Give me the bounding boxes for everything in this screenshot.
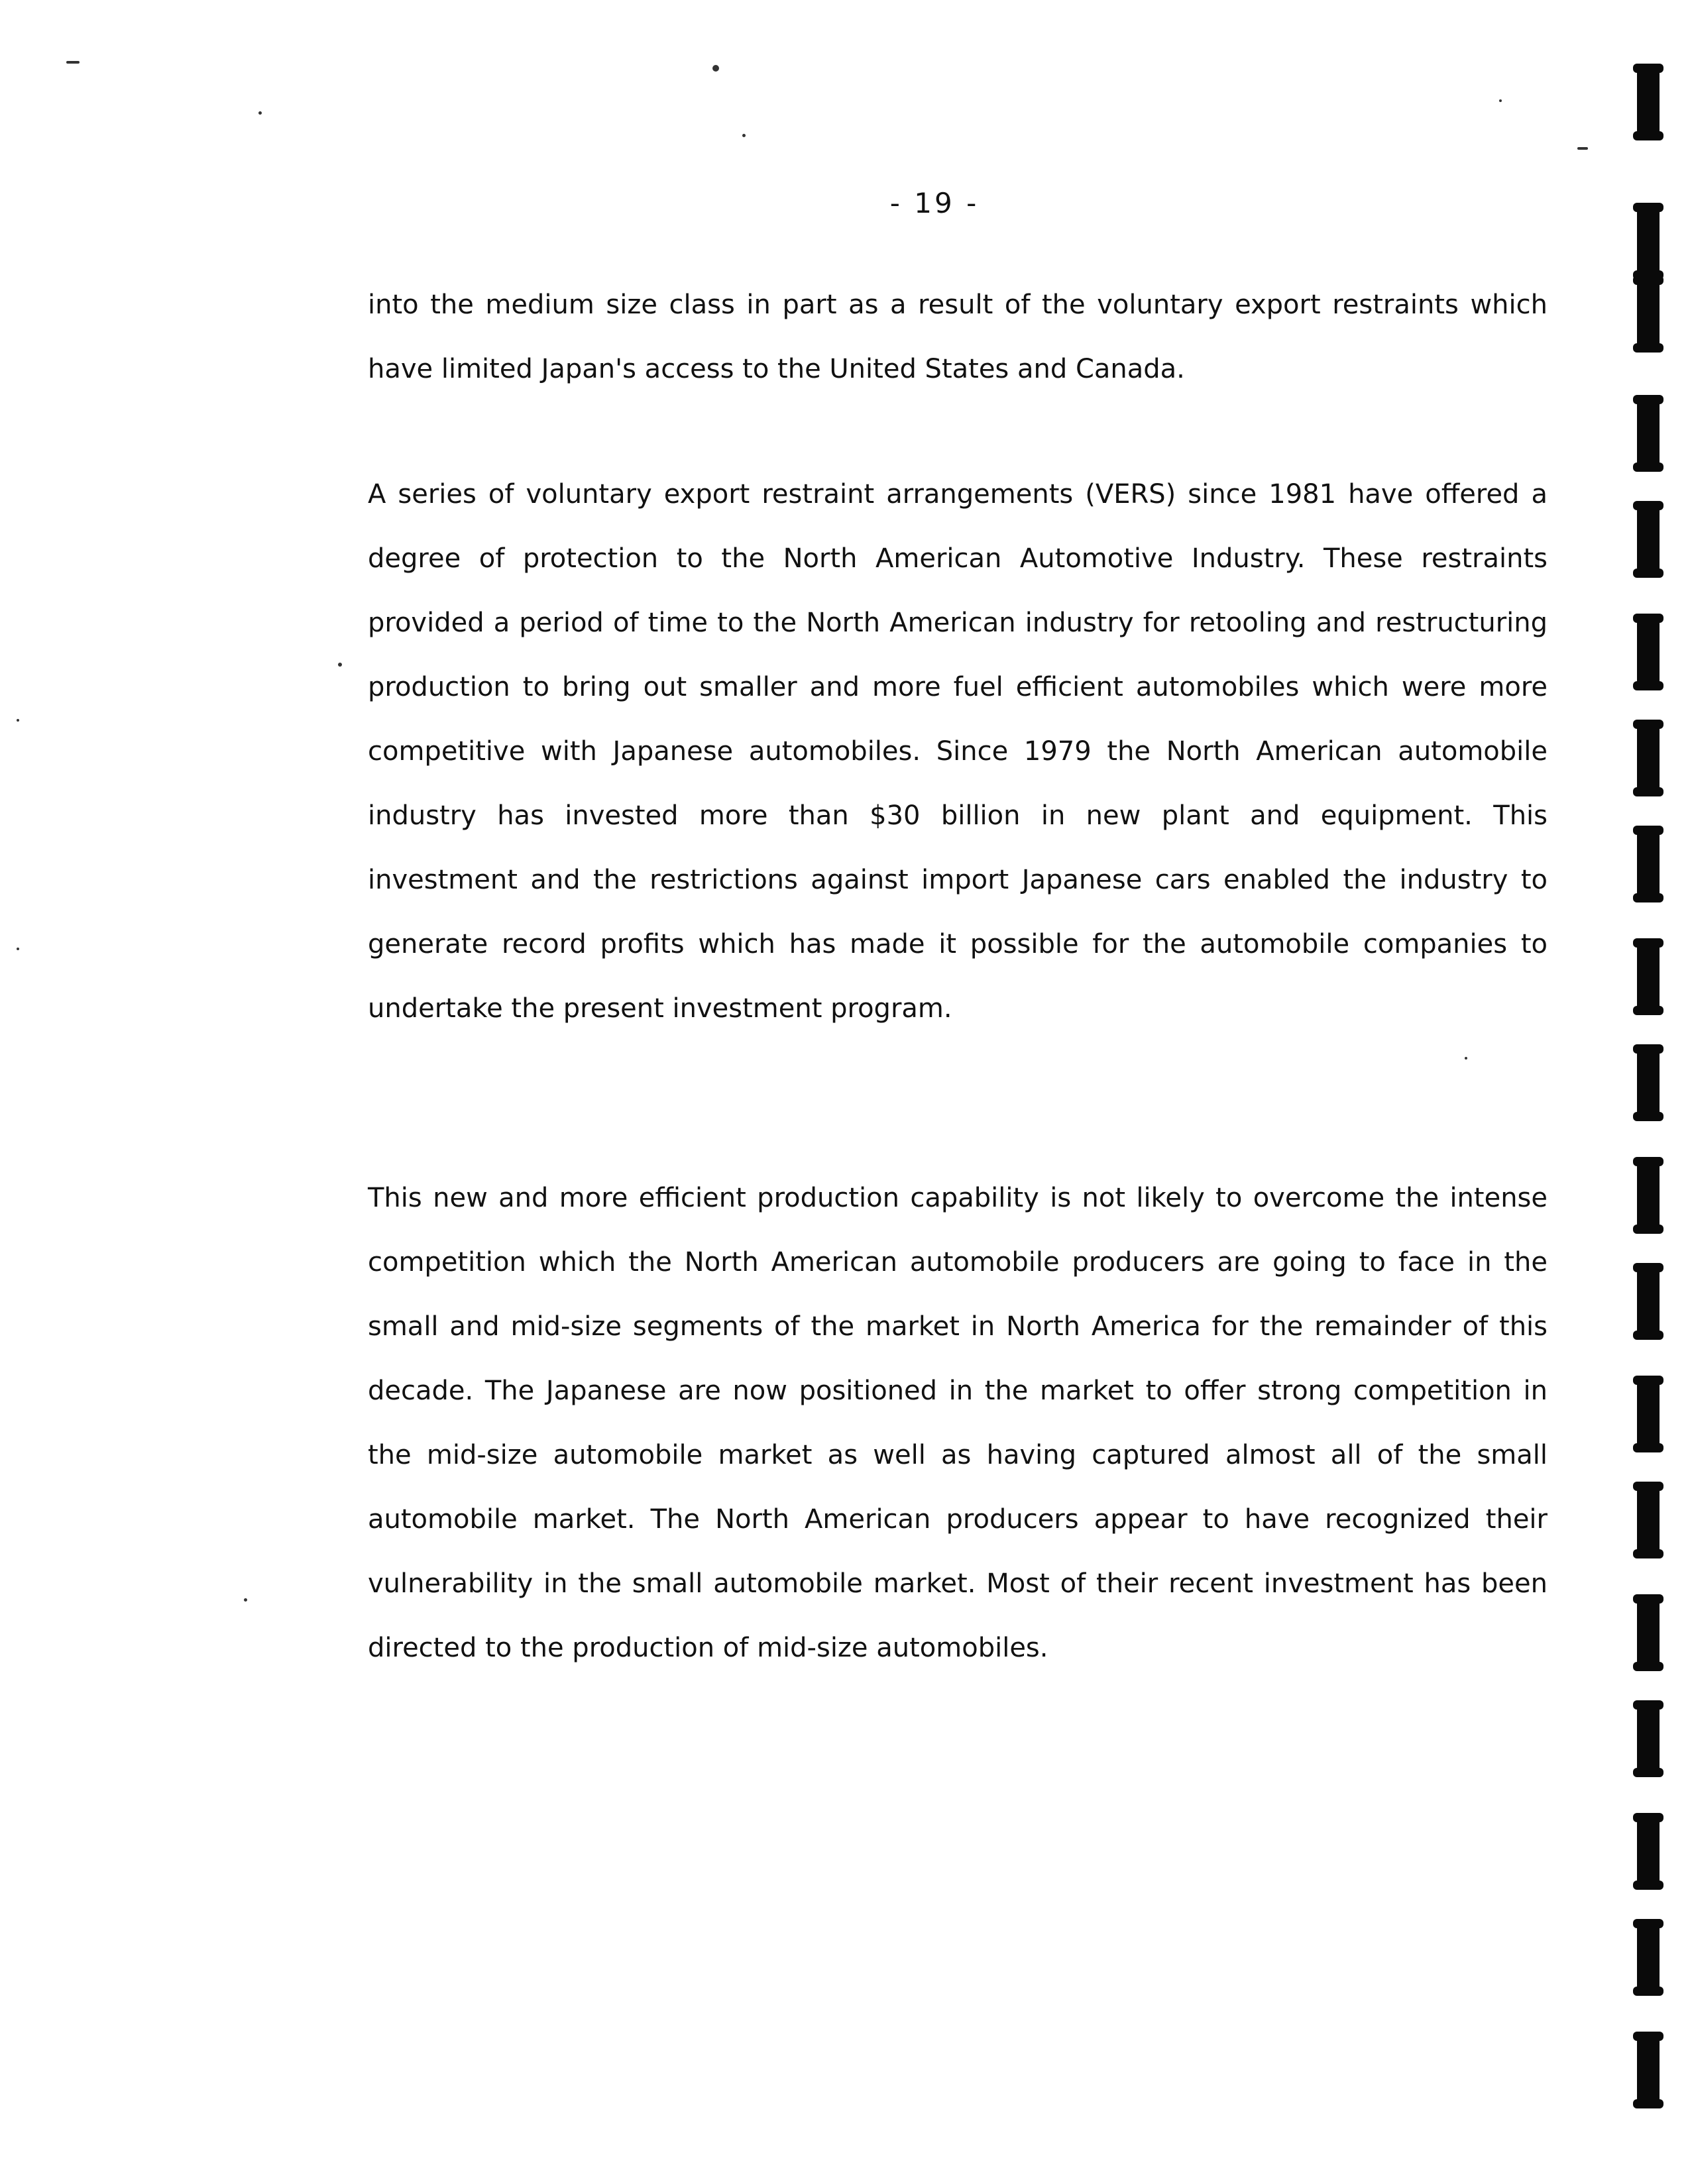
scan-speck xyxy=(712,65,719,72)
binder-hole xyxy=(1637,722,1660,794)
scan-speck xyxy=(258,111,262,115)
binder-hole xyxy=(1637,278,1660,350)
binder-hole xyxy=(1637,1047,1660,1119)
scan-speck xyxy=(1465,1057,1467,1060)
paragraph-1: into the medium size class in part as a result of the voluntary export restraints which have limited Japan's access to the United States and Canada. xyxy=(368,290,1548,384)
binder-hole xyxy=(1637,1703,1660,1774)
scan-speck xyxy=(742,134,746,137)
binder-hole xyxy=(1637,941,1660,1012)
binder-hole xyxy=(1637,1484,1660,1556)
binder-hole xyxy=(1637,504,1660,575)
scan-speck xyxy=(17,719,19,722)
binder-hole xyxy=(1637,66,1660,138)
scan-speck xyxy=(338,663,342,667)
binder-hole xyxy=(1637,1816,1660,1887)
binder-hole xyxy=(1637,205,1660,277)
scan-speck xyxy=(66,61,80,64)
binder-hole xyxy=(1637,2034,1660,2106)
binder-hole xyxy=(1637,1378,1660,1450)
scan-speck xyxy=(244,1598,247,1602)
binder-hole xyxy=(1637,616,1660,688)
binder-hole xyxy=(1637,398,1660,469)
paragraph-3: This new and more efficient production capability is not likely to overcome the intense competition which the North American automobile producers are going to face in the small and mid-size segments of the market in North America for the remainder of this decade. The Japanese are now positioned in the market to offer strong competition in the mid-size automobile market as well as having captured almost all of the small automobile market. The North American producers appear to have recognized their vulnerability in the small automobile market. Most of their recent investment has been directed to the production of mid-size automobiles. xyxy=(368,1183,1548,1663)
binder-hole xyxy=(1637,1160,1660,1231)
binder-hole xyxy=(1637,1597,1660,1668)
scan-speck xyxy=(1499,99,1502,102)
binder-hole xyxy=(1637,828,1660,900)
page-number: - 19 - xyxy=(889,187,980,219)
scan-speck xyxy=(17,948,19,950)
paragraph-2: A series of voluntary export restraint arrangements (VERS) since 1981 have offered a degree of protection to the North American Automotive Industry. These restraints provided a period of time to the North American industry for retooling and restructuring production to bring out smaller and more fuel efficient automobiles which were more competitive with Japanese automobiles. Since 1979 the North American automobile industry has invested more than $30 billion in new plant and equipment. This investment and the restrictions against import Japanese cars enabled the industry to generate record profits which has made it possible for the automobile companies to undertake the present investment program. xyxy=(368,479,1548,1024)
binder-hole xyxy=(1637,1266,1660,1337)
binder-hole xyxy=(1637,1922,1660,1993)
binder-hole-strip xyxy=(1630,53,1670,2173)
scan-speck xyxy=(1577,147,1588,150)
